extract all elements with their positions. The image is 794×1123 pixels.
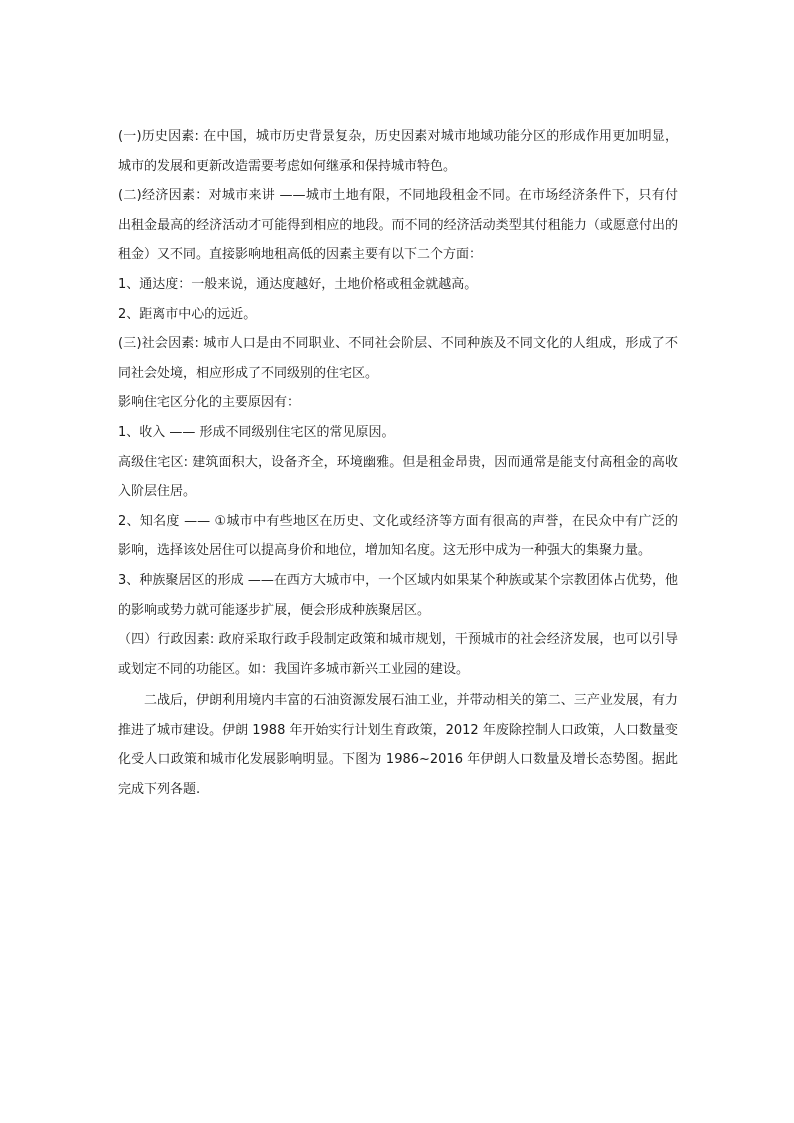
- paragraph-distance-center: 2、距离市中心的远近。: [118, 306, 257, 322]
- paragraph-accessibility: 1、通达度：一般来说，通达度越好，土地价格或租金就越高。: [118, 276, 478, 292]
- paragraph-history-factor: (一)历史因素: 在中国，城市历史背景复杂，历史因素对城市地域功能分区的形成作用更加明显，城市的发展和更新改造需要考虑如何继承和保持城市特色。: [118, 129, 678, 174]
- paragraph-high-end-residential: 高级住宅区: 建筑面积大，设备齐全，环境幽雅。但是租金昂贵，因而通常是能支付高租金的高收入阶层住居。: [118, 454, 678, 500]
- paragraph-economic-factor: (二)经济因素：对城市来讲 ——城市土地有限，不同地段租金不同。在市场经济条件下，只有付出租金最高的经济活动才可能得到相应的地段。而不同的经济活动类型其付租能力（或愿意付出的租金）又不同。直接影响地租高低的因素主要有以下二个方面：: [118, 188, 678, 263]
- paragraph-income: 1、收入 —— 形成不同级别住宅区的常见原因。: [118, 424, 395, 440]
- paragraph-reputation: 2、知名度 —— ①城市中有些地区在历史、文化或经济等方面有很高的声誉，在民众中有广泛的影响，选择该处居住可以提高身价和地位，增加知名度。这无形中成为一种强大的集聚力量。: [118, 513, 678, 559]
- paragraph-ethnic-enclave: 3、种族聚居区的形成 ——在西方大城市中，一个区域内如果某个种族或某个宗教团体占优势，他的影响或势力就可能逐步扩展，便会形成种族聚居区。: [118, 572, 678, 618]
- paragraph-social-factor: (三)社会因素: 城市人口是由不同职业、不同社会阶层、不同种族及不同文化的人组成，形成了不同社会处境，相应形成了不同级别的住宅区。: [118, 336, 678, 381]
- document-body: [118, 122, 678, 805]
- paragraph-iran-question-stem: 二战后，伊朗利用境内丰富的石油资源发展石油工业，并带动相关的第二、三产业发展，有力推进了城市建设。伊朗 1988 年开始实行计划生育政策，2012 年废除控制人口政策，人口数量变化受人口政策和城市化发展影响明显。下图为 1986~2016 年伊朗人口数量及增长态势图。据此完成下列各题.: [118, 693, 678, 798]
- paragraph-administrative-factor: （四）行政因素: 政府采取行政手段制定政策和城市规划，干预城市的社会经济发展，也可以引导或划定不同的功能区。如：我国许多城市新兴工业园的建设。: [118, 632, 678, 677]
- paragraph-residential-causes: 影响住宅区分化的主要原因有：: [118, 395, 301, 411]
